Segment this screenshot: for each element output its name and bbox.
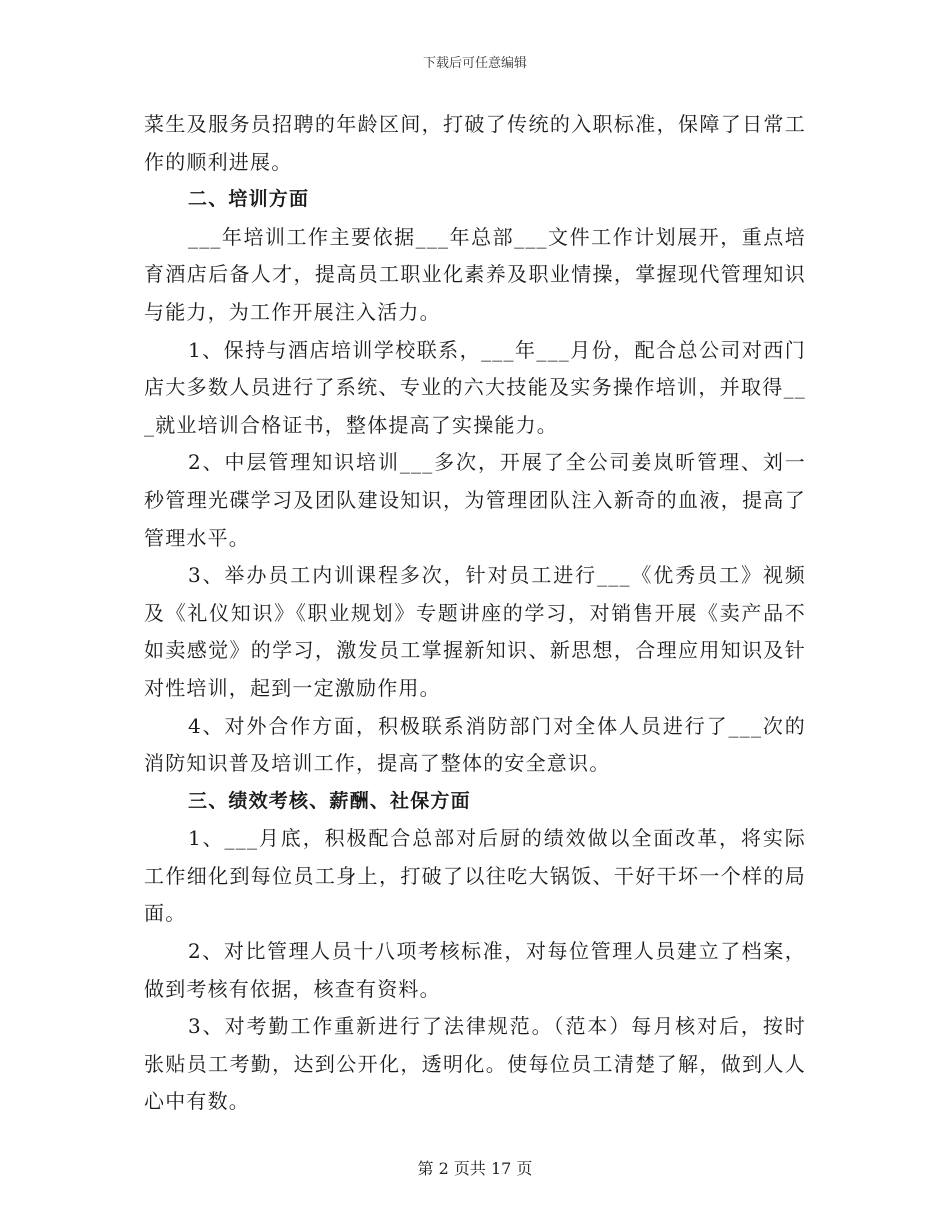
section-heading-training: 二、培训方面 [188, 188, 310, 211]
paragraph: 1、保持与酒店培训学校联系，___年___月份，配合总公司对西门店大多数人员进行了系统、专业的六大技能及实务操作培训，并取得___就业培训合格证书，整体提高了实操能力。 [144, 337, 806, 437]
paragraph-continued: 菜生及服务员招聘的年龄区间，打破了传统的入职标准，保障了日常工作的顺利进展。 [144, 112, 806, 174]
paragraph: 3、对考勤工作重新进行了法律规范。（范本）每月核对后，按时张贴员工考勤，达到公开化，透明化。使每位员工清楚了解，做到人人心中有数。 [144, 1014, 806, 1114]
paragraph: 2、对比管理人员十八项考核标准，对每位管理人员建立了档案，做到考核有依据，核查有资料。 [144, 939, 806, 1001]
paragraph: 2、中层管理知识培训___多次，开展了全公司姜岚昕管理、刘一秒管理光碟学习及团队建设知识，为管理团队注入新奇的血液，提高了管理水平。 [144, 450, 806, 550]
paragraph: ___年培训工作主要依据___年总部___文件工作计划展开，重点培育酒店后备人才，提高员工职业化素养及职业情操，掌握现代管理知识与能力，为工作开展注入活力。 [144, 224, 806, 324]
page-header: 下载后可任意编辑 [422, 56, 527, 71]
paragraph: 3、举办员工内训课程多次，针对员工进行___《优秀员工》视频及《礼仪知识》《职业规划》专题讲座的学习，对销售开展《卖产品不如卖感觉》的学习，激发员工掌握新知识、新思想，合理应用知识及针对性培训，起到一定激励作用。 [144, 563, 806, 700]
section-heading-performance: 三、绩效考核、薪酬、社保方面 [188, 789, 471, 812]
paragraph: 1、___月底，积极配合总部对后厨的绩效做以全面改革，将实际工作细化到每位员工身上，打破了以往吃大锅饭、干好干坏一个样的局面。 [144, 826, 806, 926]
paragraph: 4、对外合作方面，积极联系消防部门对全体人员进行了___次的消防知识普及培训工作，提高了整体的安全意识。 [144, 713, 806, 776]
page-footer: 第 2 页共 17 页 [417, 1159, 533, 1178]
document-body [144, 106, 806, 1121]
